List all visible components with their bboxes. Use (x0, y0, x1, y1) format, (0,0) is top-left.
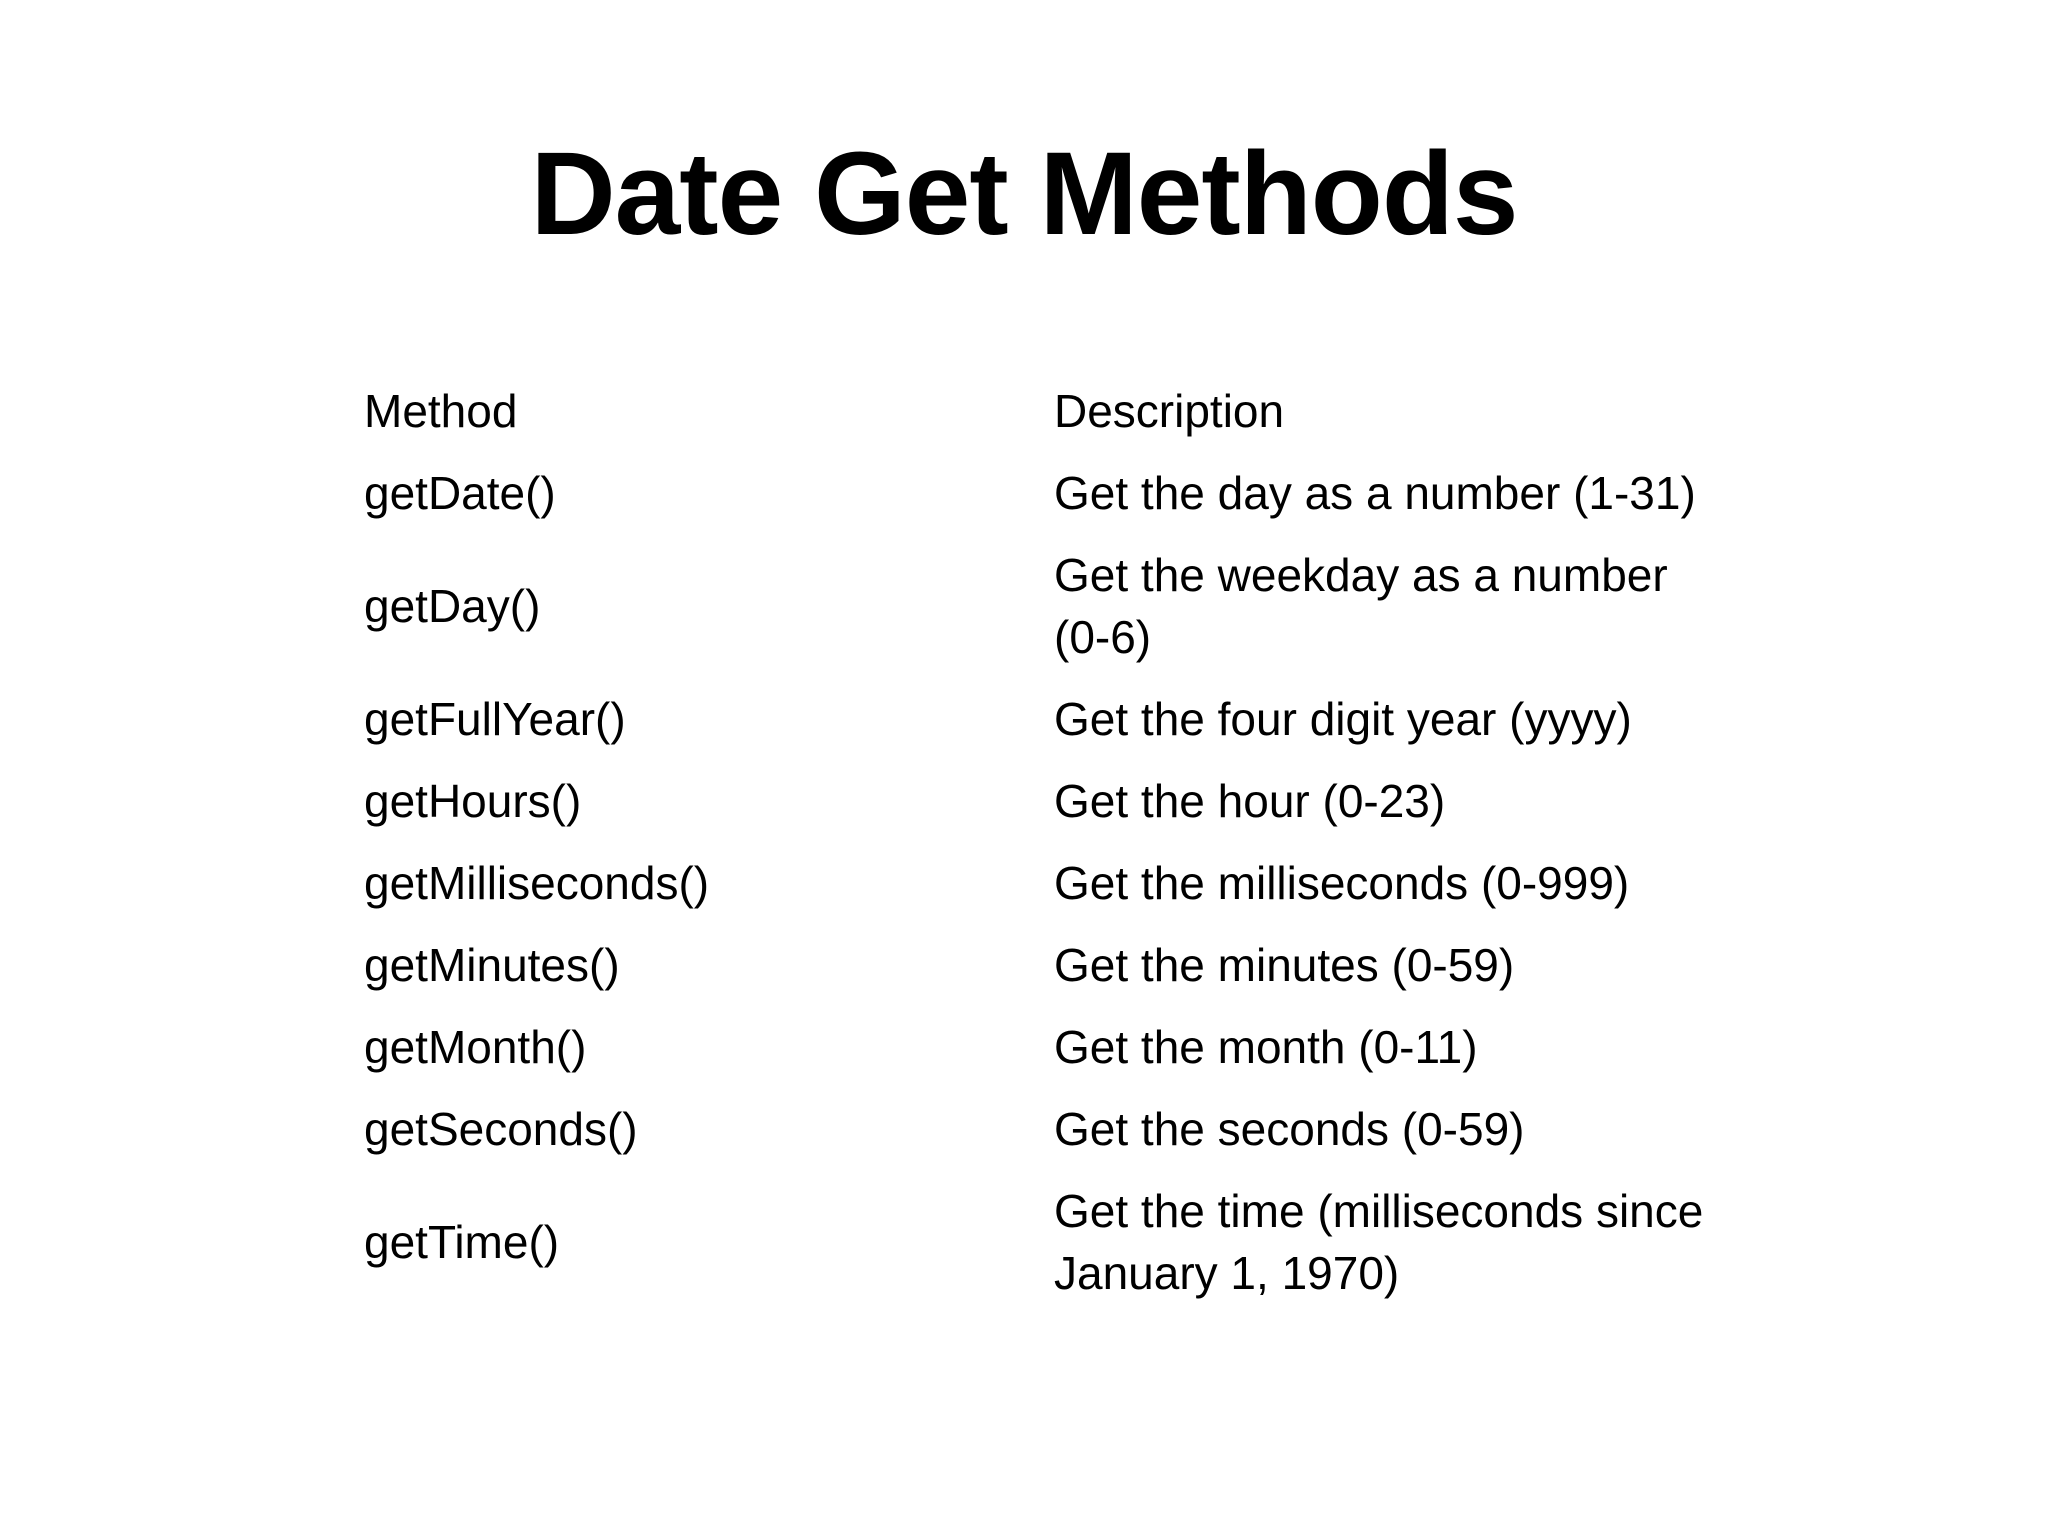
table-row (364, 534, 1704, 678)
method-cell: getDate() (364, 467, 556, 519)
table-row (364, 1088, 1704, 1170)
description-cell: Get the seconds (0-59) (1054, 1103, 1525, 1155)
description-cell: Get the weekday as a number (0-6) (1054, 549, 1668, 663)
header-method: Method (364, 385, 518, 437)
description-cell: Get the hour (0-23) (1054, 775, 1446, 827)
method-cell: getMilliseconds() (364, 857, 710, 909)
description-cell: Get the time (milliseconds since January 1, 1970) (1054, 1185, 1704, 1299)
description-cell: Get the four digit year (yyyy) (1054, 693, 1632, 745)
table-body (364, 452, 1704, 1314)
method-cell: getDay() (364, 580, 541, 632)
table-row (364, 924, 1704, 1006)
method-cell: getSeconds() (364, 1103, 638, 1155)
header-row (364, 370, 1704, 452)
method-cell: getFullYear() (364, 693, 626, 745)
table-row (364, 452, 1704, 534)
slide-title: Date Get Methods (530, 128, 1518, 260)
table-row (364, 760, 1704, 842)
description-cell: Get the day as a number (1-31) (1054, 467, 1696, 519)
table-row (364, 678, 1704, 760)
description-cell: Get the month (0-11) (1054, 1021, 1478, 1073)
table-row (364, 1170, 1704, 1314)
method-cell: getMinutes() (364, 939, 620, 991)
table-row (364, 842, 1704, 924)
table-row (364, 1006, 1704, 1088)
method-cell: getHours() (364, 775, 582, 827)
description-cell: Get the minutes (0-59) (1054, 939, 1515, 991)
table-header (364, 370, 1704, 452)
description-cell: Get the milliseconds (0-999) (1054, 857, 1630, 909)
method-cell: getTime() (364, 1216, 560, 1268)
header-description: Description (1054, 385, 1285, 437)
method-cell: getMonth() (364, 1021, 587, 1073)
methods-table (364, 370, 1704, 1314)
